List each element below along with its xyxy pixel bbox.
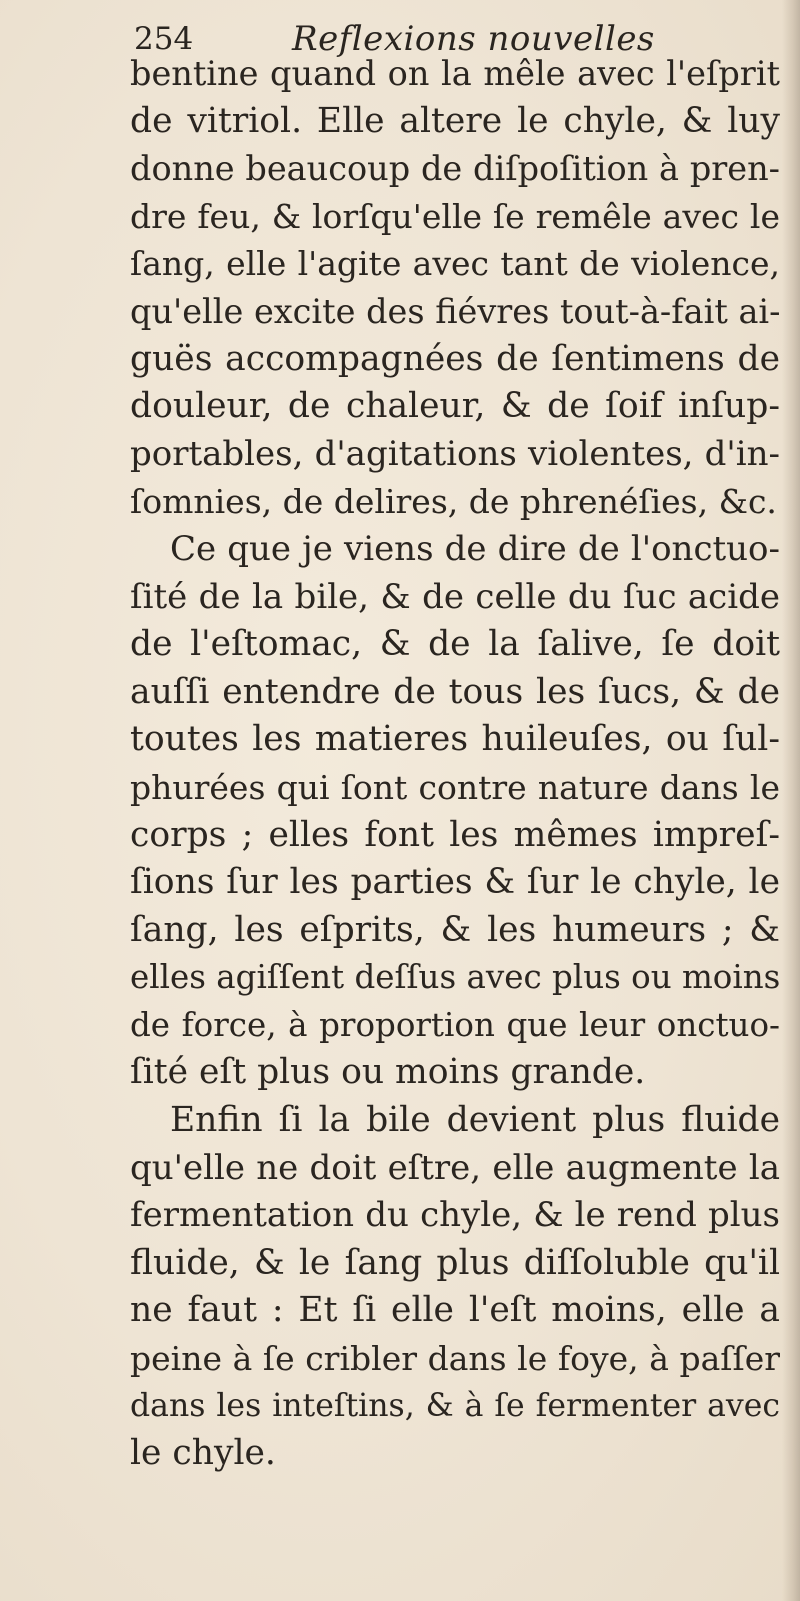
text-line: ſomnies, de delires, de phrenéſies, &c. (130, 482, 777, 522)
page-edge-shadow (782, 0, 800, 1601)
text-line: ſité eſt plus ou moins grande. (130, 1052, 646, 1093)
text-line: phurées qui ſont contre nature dans le (130, 767, 780, 807)
text-line: ſang, elle l'agite avec tant de violence, (130, 244, 780, 284)
text-line: de force, à proportion que leur onctuo- (130, 1005, 780, 1044)
text-line: de vitriol. Elle altere le chyle, & luy (130, 100, 780, 141)
text-line: guës accompagnées de ſentimens de (130, 338, 780, 379)
text-line: portables, d'agitations violentes, d'in- (130, 433, 780, 474)
text-line: qu'elle ne doit eſtre, elle augmente la (130, 1147, 780, 1188)
text-line: bentine quand on la mêle avec l'eſprit (130, 54, 780, 93)
text-line: ne faut : Et ſi elle l'eſt moins, elle a (130, 1290, 780, 1331)
text-line: fermentation du chyle, & le rend plus (130, 1195, 780, 1236)
running-title: Reflexions nouvelles (292, 19, 655, 59)
text-line: ſang, les eſprits, & les humeurs ; & (130, 909, 780, 950)
text-line: fluide, & le ſang plus diſſoluble qu'il (130, 1242, 780, 1283)
text-line: peine à ſe cribler dans le foye, à paſſer (130, 1339, 780, 1379)
text-line: douleur, de chaleur, & de ſoif inſup- (130, 386, 780, 427)
text-line: de l'eſtomac, & de la ſalive, ſe doit (130, 624, 780, 665)
text-line: le chyle. (130, 1433, 276, 1474)
text-line: ſions ſur les parties & ſur le chyle, le (130, 862, 780, 903)
text-line: corps ; elles font les mêmes impreſ- (130, 814, 780, 855)
text-line: Ce que je viens de dire de l'onctuo- (170, 528, 780, 569)
text-line: ſité de la bile, & de celle du ſuc acide (130, 576, 780, 617)
text-line: auſſi entendre de tous les ſucs, & de (130, 671, 780, 712)
text-line: qu'elle excite des fiévres tout-à-fait ai- (130, 291, 780, 331)
text-line: toutes les matieres huileuſes, ou ſul- (130, 719, 780, 760)
body-text (130, 50, 780, 1478)
text-line: dans les inteſtins, & à ſe fermenter avec (130, 1387, 780, 1424)
text-line: dre feu, & lorſqu'elle ſe remêle avec le (130, 196, 780, 236)
text-line: Enfin ſi la bile devient plus fluide (170, 1100, 780, 1141)
text-line: elles agiſſent deſſus avec plus ou moins (130, 958, 780, 997)
page-number: 254 (134, 21, 194, 57)
text-line: donne beaucoup de diſpoſition à pren- (130, 149, 780, 189)
